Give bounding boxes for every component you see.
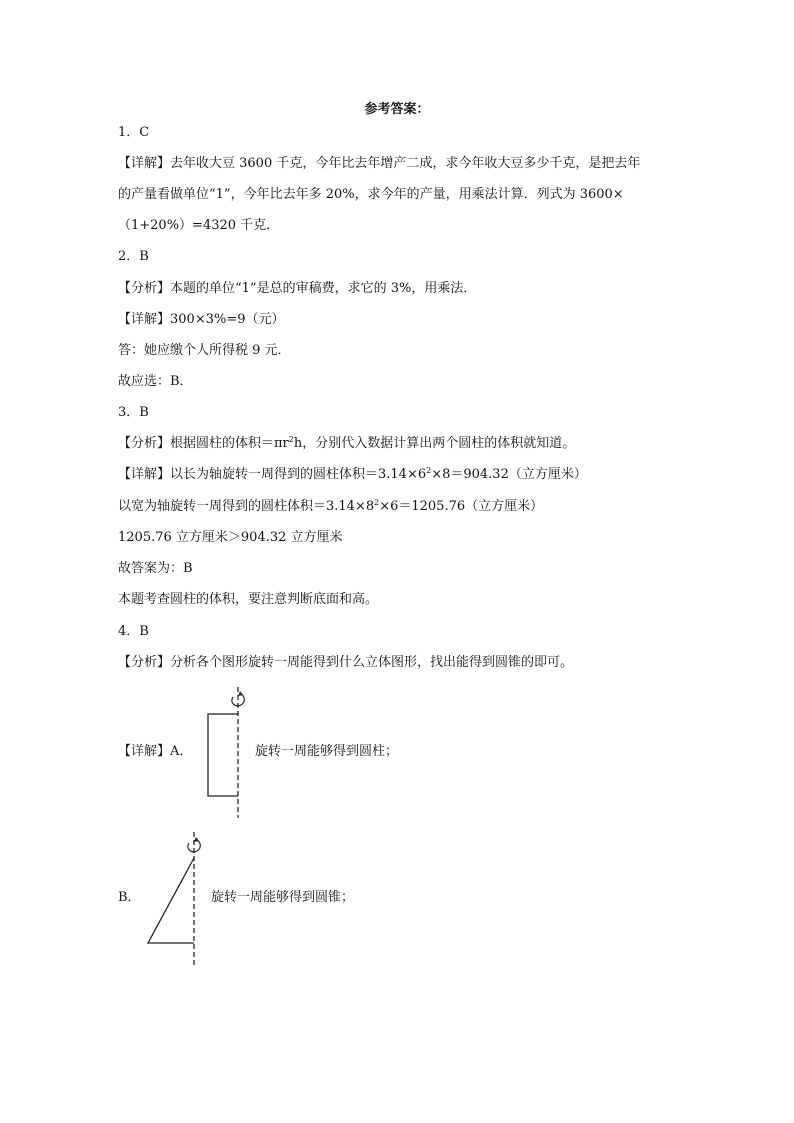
rectangle-rotation-figure: [200, 685, 260, 820]
q4-fig-a-text: 旋转一周能够得到圆柱；: [255, 744, 399, 759]
q4-fig-a-prefix: 【详解】A．: [118, 744, 193, 759]
q2-analysis: 【分析】本题的单位“1”是总的审稿费，求它的 3%，用乘法．: [118, 281, 477, 296]
q3-detail-exponent: 2: [426, 466, 432, 475]
triangle-rotation-figure: [140, 830, 204, 968]
q3-choice: 故答案为：B: [118, 561, 193, 576]
q1-detail-line-2: 的产量看做单位“1”，今年比去年多 20%，求今年的产量，用乘法计算．列式为 3600×: [118, 187, 624, 202]
q2-answer: 答：她应缴个人所得税 9 元．: [118, 343, 291, 358]
q1-number: 1．C: [118, 125, 150, 140]
q3-width-exponent: 2: [374, 498, 380, 507]
q2-number: 2．B: [118, 249, 149, 264]
q3-analysis-text-a: 【分析】根据圆柱的体积＝πr: [118, 436, 289, 451]
q4-fig-b-text: 旋转一周能够得到圆锥；: [211, 890, 355, 905]
q2-detail: 【详解】300×3%=9（元）: [118, 312, 285, 327]
q4-fig-b-prefix: B．: [118, 890, 141, 905]
rectangle-outline: [208, 714, 238, 796]
q3-width-text-a: 以宽为轴旋转一周得到的圆柱体积＝3.14×8: [118, 499, 375, 514]
q3-analysis-exponent: 2: [288, 435, 294, 444]
q3-number: 3．B: [118, 405, 149, 420]
q3-compare: 1205.76 立方厘米＞904.32 立方厘米: [118, 530, 343, 545]
q1-detail-line-1: 【详解】去年收大豆 3600 千克，今年比去年增产二成，求今年收大豆多少千克，是把去年: [118, 156, 641, 171]
q1-detail-line-3: （1+20%）=4320 千克．: [118, 218, 280, 233]
q3-analysis: [118, 434, 575, 454]
page-title: 参考答案：: [364, 102, 430, 117]
q3-detail-width: [118, 497, 543, 517]
triangle-outline: [148, 858, 194, 943]
q4-number: 4．B: [118, 624, 149, 639]
q3-detail-length: [118, 465, 587, 485]
q2-choice: 故应选：B．: [118, 374, 193, 389]
q3-note: 本题考查圆柱的体积，要注意判断底面和高。: [118, 592, 379, 607]
q3-analysis-text-b: h，分别代入数据计算出两个圆柱的体积就知道。: [293, 436, 576, 451]
q3-detail-text-b: ×8＝904.32（立方厘米）: [431, 467, 587, 482]
q4-analysis: 【分析】分析各个图形旋转一周能得到什么立体图形，找出能得到圆锥的即可。: [118, 655, 574, 670]
q3-detail-text-a: 【详解】以长为轴旋转一周得到的圆柱体积＝3.14×6: [118, 467, 427, 482]
q3-width-text-b: ×6＝1205.76（立方厘米）: [379, 499, 544, 514]
